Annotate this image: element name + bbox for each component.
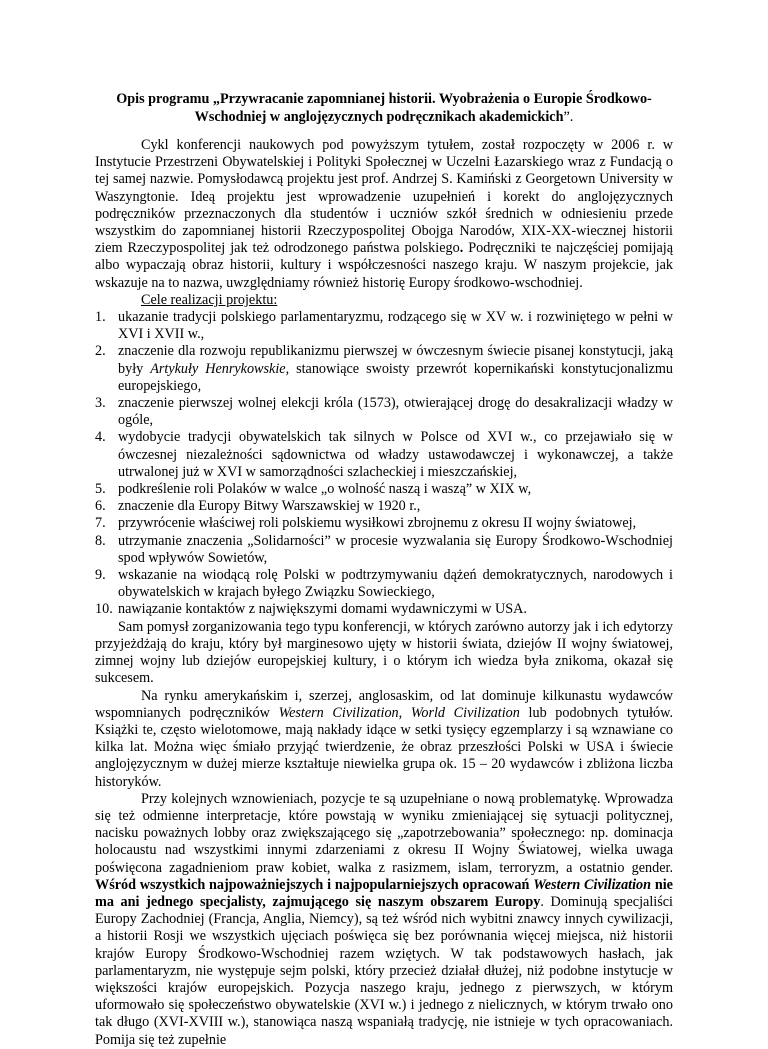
paragraph-american-market: Na rynku amerykańskim i, szerzej, anglosaskim, od lat dominuje kilkunastu wydawców wspomnianych podręczników Western Civilization, World Civilization lub podobnych tytułów. Książki te, często wielotomowe, mają nakłady idące w setki tysięcy egzemplarzy i są wznawiane co kilka lat. Można więc śmiało przyjąć twierdzenie, że obraz przeszłości Polski w USA i świecie anglojęzycznym w dużej mierze kształtuje niewielka grupa ok. 15 – 20 wydawców i zbliżona liczba historyków. [95,687,673,790]
world-civilization-title: World Civilization [410,704,520,721]
aim-item-4: 4. wydobycie tradycji obywatelskich tak silnych w Polsce od XVI w., co przejawiało się w ówczesnej niezależności sądownictwa od władzy ustawodawczej i wykonawczej, a także utrwalonej już w XVI w samorządności szlacheckiej i mieszczańskiej, [95,429,673,480]
aim-item-1: 1. ukazanie tradycji polskiego parlamentaryzmu, rodzącego się w XV w. i rozwiniętego w pełni w XVI i XVII w., [95,309,673,343]
aims-list [95,309,673,619]
paragraph-conference-idea: Sam pomysł zorganizowania tego typu konferencji, w których zarówno autorzy jak i ich edytorzy przyjeżdżają do kraju, który był marginesowo ujęty w historii świata, dziejów II wojny światowej, zimnej wojny lub dziejów europejskiej kultury, i o którym ich wiedza była znikoma, okazał się sukcesem. [95,618,673,687]
intro-paragraph [95,137,673,292]
title-line-2: Wschodniej w anglojęzycznych podręcznikach akademickich [194,108,564,125]
aim-item-7: 7. przywrócenie właściwej roli polskiemu wysiłkowi zbrojnemu z okresu II wojny światowej, [95,515,637,532]
aim-item-10: 10. nawiązanie kontaktów z największymi domami wydawniczymi w USA. [95,601,527,618]
aim-item-3: 3. znaczenie pierwszej wolnej elekcji króla (1573), otwierającej drogę do desakralizacji władzy w ogóle, [95,395,673,429]
title-closing-quote: ”. [563,108,574,125]
aims-heading: Cele realizacji projektu: [141,291,278,308]
western-civilization-title: Western Civilization [278,704,399,721]
artykuly-henrykowskie: Artykuły Henrykowskie [150,360,286,377]
western-civilization-bold-title: Western Civilization [533,876,652,893]
intro-text: Cykl konferencji naukowych pod powyższym tytułem, został rozpoczęty w 2006 r. w Instytucie Przestrzeni Obywatelskiej i Polityki Społecznej w Uczelni Łazarskiego wraz z Fundacją o tej samej nazwie. Pomysłodawcą projektu jest prof. Andrzej S. Kamiński z Georgetown University w Waszyngtonie. Ideą projektu jest wprowadzenie uzupełnień i korekt do anglojęzycznych podręczników przeznaczonych dla studentów i uczniów szkół średnich w odniesieniu przede wszystkim do zapomnianej historii Rzeczypospolitej Obojga Narodów, XIX-XX-wiecznej historii ziem Rzeczypospolitej jak też odrodzonego państwa polskiego [95,137,673,257]
title-line-1: Opis programu „Przywracanie zapomnianej historii. Wyobrażenia o Europie Środkowo- [116,91,652,107]
aim-item-8: 8. utrzymanie znaczenia „Solidarności” w procesie wyzwalania się Europy Środkowo-Wschodniej spod wpływów Sowietów, [95,532,673,566]
aim-item-2: 2. znaczenie dla rozwoju republikanizmu pierwszej w ówczesnym świecie pisanej konstytucji, jaką były Artykuły Henrykowskie, stanowiące swoisty przewrót kopernikański konstytucjonalizmu europejskiego, [95,343,674,394]
bold-statement-end: nie ma ani jednego specjalisty, zajmującego się naszym obszarem Europy [95,876,673,910]
intro-text-rest: Podręczniki te najczęściej pomijają albo wypaczają obraz historii, kultury i współczesności naszego kraju. W naszym projekcie, jak wskazuje na to nazwa, uwzględniamy również historię Europy środkowo-wschodniej. [95,240,673,291]
intro-bold-dot: . [459,240,464,257]
aim-item-9: 9. wskazanie na wiodącą rolę Polski w podtrzymywaniu dążeń demokratycznych, narodowych i obywatelskich w krajach byłego Związku Sowieckiego, [95,567,673,601]
document-body [95,137,673,1049]
aim-item-6: 6. znaczenie dla Europy Bitwy Warszawskiej w 1920 r., [95,498,421,515]
paragraph-new-editions: Przy kolejnych wznowieniach, pozycje te są uzupełniane o nową problematykę. Wprowadza się też odmienne interpretacje, które powstają w wyniku zmieniającej się sytuacji politycznej, nacisku poważnych lobby oraz zwiększającego się „zapotrzebowania” społecznego: np. dominacja holocaustu nad wszystkimi innymi zdarzeniami z okresu II Wojny Światowej, wielka uwaga poświęcona zagadnieniom praw kobiet, walka z rasizmem, islam, terroryzm, a ostatnio gender. Wśród wszystkich najpoważniejszych i najpopularniejszych opracowań Western Civilization nie ma ani jednego specjalisty, zajmującego się naszym obszarem Europy. Dominują specjaliści Europy Zachodniej (Francja, Anglia, Niemcy), są też wśród nich wybitni znawcy innych cywilizacji, a historii Rosji we wszystkich ujęciach poświęca się bez porównania więcej miejsca, niż historii krajów Europy Środkowo-Wschodniej razem wziętych. W tak podstawowych hasłach, jak parlamentaryzm, nie występuje sejm polski, który przecież działał dłużej, niż podobne instytucje w większości krajów europejskich. Pozycja naszego kraju, jednego z pierwszych, w którym uformowało się społeczeństwo obywatelskie (XVI w.) i jednego z nielicznych, w którym trwało ono tak długo (XVI-XVIII w.), stanowiąca naszą wspaniałą tradycję, nie istnieje w tych opracowaniach. Pomija się też zupełnie [95,790,673,1048]
aim-item-5: 5. podkreślenie roli Polaków w walce „o wolność naszą i waszą” w XIX w, [95,481,532,498]
bold-statement: Wśród wszystkich najpoważniejszych i najpopularniejszych opracowań [95,876,534,893]
document-title [95,91,673,126]
